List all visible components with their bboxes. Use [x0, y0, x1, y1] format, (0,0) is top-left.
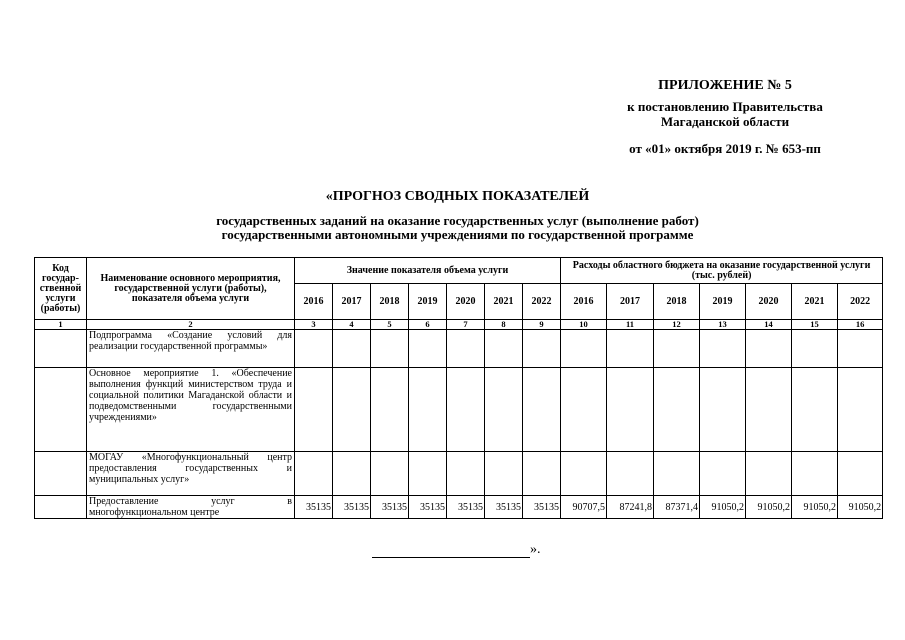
- cell-expenses: [561, 452, 607, 496]
- header-name: Наименование основного мероприятия, государственной услуги (работы), показателя объема услуги: [87, 258, 295, 320]
- column-number: 10: [561, 320, 607, 330]
- year-header-volume-2018: 2018: [371, 284, 409, 320]
- cell-volume: [333, 452, 371, 496]
- table-row: [35, 330, 883, 368]
- cell-expenses: [607, 452, 654, 496]
- cell-code: [35, 368, 87, 452]
- title-sub-2: государственными автономными учреждениями по государственной программе: [221, 227, 694, 242]
- column-number: 3: [295, 320, 333, 330]
- cell-volume: 35135: [333, 496, 371, 519]
- cell-volume: [523, 452, 561, 496]
- cell-expenses: [700, 330, 746, 368]
- cell-name: Подпрограмма «Создание условий для реализации государственной программы»: [87, 330, 295, 368]
- cell-code: [35, 496, 87, 519]
- header-volume: Значение показателя объема услуги: [295, 258, 561, 284]
- cell-volume: 35135: [485, 496, 523, 519]
- cell-volume: [295, 368, 333, 452]
- year-header-expenses-2021: 2021: [792, 284, 838, 320]
- cell-expenses: [792, 330, 838, 368]
- cell-volume: [371, 452, 409, 496]
- cell-volume: [371, 368, 409, 452]
- cell-volume: [295, 452, 333, 496]
- footer-signature: [372, 542, 541, 558]
- cell-name: Предоставление услуг в многофункциональном центре: [87, 496, 295, 519]
- cell-volume: [371, 330, 409, 368]
- cell-volume: [409, 368, 447, 452]
- cell-expenses: [792, 368, 838, 452]
- cell-volume: [485, 368, 523, 452]
- column-number: 7: [447, 320, 485, 330]
- cell-volume: 35135: [295, 496, 333, 519]
- cell-expenses: 87241,8: [607, 496, 654, 519]
- column-number: 11: [607, 320, 654, 330]
- cell-expenses: [838, 330, 883, 368]
- cell-expenses: [607, 330, 654, 368]
- year-header-expenses-2017: 2017: [607, 284, 654, 320]
- appendix-line-1: к постановлению Правительства: [627, 99, 823, 114]
- cell-volume: 35135: [447, 496, 485, 519]
- appendix-line-2: Магаданской области: [660, 114, 790, 129]
- cell-volume: [485, 330, 523, 368]
- header-code: Код государ-ственной услуги (работы): [35, 258, 87, 320]
- cell-volume: [485, 452, 523, 496]
- cell-expenses: [746, 368, 792, 452]
- cell-expenses: [746, 330, 792, 368]
- header-expenses: Расходы областного бюджета на оказание государственной услуги (тыс. рублей): [561, 258, 883, 284]
- forecast-table: [34, 257, 883, 519]
- column-number: 8: [485, 320, 523, 330]
- table-row: [35, 496, 883, 519]
- title-sub-1: государственных заданий на оказание государственных услуг (выполнение работ): [216, 213, 699, 228]
- appendix-title: ПРИЛОЖЕНИЕ № 5: [658, 78, 792, 93]
- year-header-expenses-2016: 2016: [561, 284, 607, 320]
- cell-volume: [447, 452, 485, 496]
- appendix-block: [560, 78, 890, 156]
- cell-volume: 35135: [371, 496, 409, 519]
- column-number: 5: [371, 320, 409, 330]
- table-row: [35, 368, 883, 452]
- year-header-expenses-2018: 2018: [654, 284, 700, 320]
- cell-expenses: 90707,5: [561, 496, 607, 519]
- cell-expenses: [700, 452, 746, 496]
- column-number: 2: [87, 320, 295, 330]
- cell-name: Основное мероприятие 1. «Обеспечение выполнения функций министерством труда и социальной политики Магаданской области и подведомственными государственными учреждениями»: [87, 368, 295, 452]
- year-header-volume-2021: 2021: [485, 284, 523, 320]
- signature-line: [372, 543, 530, 558]
- cell-code: [35, 452, 87, 496]
- cell-volume: 35135: [409, 496, 447, 519]
- cell-volume: [447, 368, 485, 452]
- appendix-date: от «01» октября 2019 г. № 653-пп: [629, 141, 821, 156]
- cell-volume: [333, 330, 371, 368]
- column-number: 9: [523, 320, 561, 330]
- cell-expenses: 87371,4: [654, 496, 700, 519]
- year-header-volume-2020: 2020: [447, 284, 485, 320]
- cell-expenses: [607, 368, 654, 452]
- column-number: 12: [654, 320, 700, 330]
- column-number: 6: [409, 320, 447, 330]
- year-header-expenses-2022: 2022: [838, 284, 883, 320]
- year-header-expenses-2020: 2020: [746, 284, 792, 320]
- cell-expenses: 91050,2: [746, 496, 792, 519]
- cell-expenses: [654, 330, 700, 368]
- cell-expenses: 91050,2: [838, 496, 883, 519]
- year-header-volume-2017: 2017: [333, 284, 371, 320]
- column-number: 15: [792, 320, 838, 330]
- document-title: [60, 190, 855, 242]
- cell-volume: [295, 330, 333, 368]
- cell-code: [35, 330, 87, 368]
- cell-expenses: [746, 452, 792, 496]
- column-number: 16: [838, 320, 883, 330]
- year-header-expenses-2019: 2019: [700, 284, 746, 320]
- column-number: 14: [746, 320, 792, 330]
- cell-volume: [333, 368, 371, 452]
- year-header-volume-2019: 2019: [409, 284, 447, 320]
- cell-volume: [523, 330, 561, 368]
- cell-expenses: [700, 368, 746, 452]
- year-header-volume-2022: 2022: [523, 284, 561, 320]
- column-number: 13: [700, 320, 746, 330]
- column-number: 4: [333, 320, 371, 330]
- table-row: [35, 452, 883, 496]
- footer-suffix: ».: [530, 542, 541, 557]
- cell-volume: [409, 452, 447, 496]
- cell-expenses: [838, 368, 883, 452]
- cell-expenses: [838, 452, 883, 496]
- cell-expenses: [654, 452, 700, 496]
- year-header-volume-2016: 2016: [295, 284, 333, 320]
- cell-expenses: 91050,2: [792, 496, 838, 519]
- cell-volume: 35135: [523, 496, 561, 519]
- column-number: 1: [35, 320, 87, 330]
- cell-expenses: [654, 368, 700, 452]
- cell-volume: [409, 330, 447, 368]
- cell-expenses: 91050,2: [700, 496, 746, 519]
- cell-expenses: [561, 368, 607, 452]
- cell-volume: [447, 330, 485, 368]
- title-main: «ПРОГНОЗ СВОДНЫХ ПОКАЗАТЕЛЕЙ: [325, 189, 590, 204]
- cell-expenses: [792, 452, 838, 496]
- cell-volume: [523, 368, 561, 452]
- cell-name: МОГАУ «Многофункциональный центр предоставления государственных и муниципальных услуг»: [87, 452, 295, 496]
- cell-expenses: [561, 330, 607, 368]
